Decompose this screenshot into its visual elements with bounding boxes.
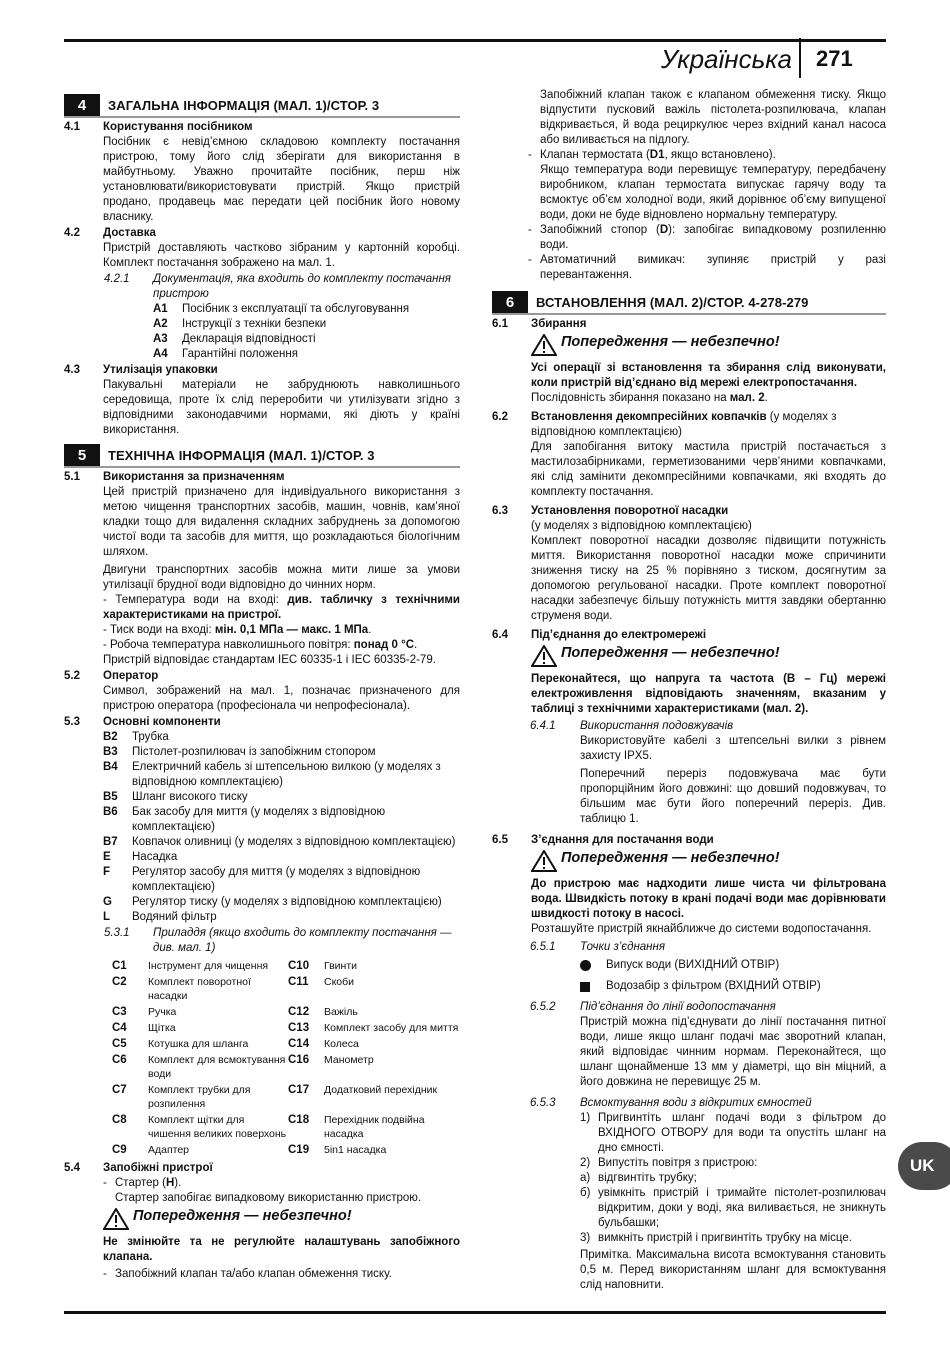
paragraph: Пакувальні матеріали не забруднюють навколишнього середовища, проте їх слід переробити чи утилізувати згідно з відповідними законодавчими нормами, які діють у країні використання.	[103, 379, 460, 436]
square-bullet-icon	[580, 982, 590, 992]
section-title: ТЕХНІЧНА ІНФОРМАЦІЯ (МАЛ. 1)/СТОР. 3	[108, 448, 375, 463]
paragraph: Комплект поворотної насадки дозволяє підвищити потужність миття. Використання поворотної насадки може спричинити зниження тиску на 25 % порівняно з тиском, досягнутим за допомогою регульованої насадки. Проте комплект поворотної насадки забезпечує більшу потужність миття завдяки обертанню струменя води.	[531, 535, 886, 622]
paragraph: Посібник є невід’ємною складовою комплекту постачання пристрою, тому його слід зберігати для використання в майбутньому. Уважно прочитайте посібник, перш ніж установлювати/використовувати пристрій. Якщо пристрій продано, продавець має передати цей посібник його новому власнику.	[103, 136, 460, 223]
component-item: B6 Бак засобу для миття (у моделях з відповідною комплектацією)	[103, 806, 386, 833]
component-item: B5 Шланг високого тиску	[103, 791, 248, 803]
warning-text: Переконайтеся, що напруга та частота (В – Гц) мережі електроживлення відповідають значенням, вказаним у таблиці з технічними характеристиками (мал. 2).	[531, 673, 886, 715]
header-rule	[64, 39, 886, 42]
paragraph: Символ, зображений на мал. 1, позначає призначеного для пристрою оператора (професіонала чи непрофесіонала).	[103, 685, 460, 712]
subsection-heading: 6.3 Установлення поворотної насадки	[492, 505, 729, 517]
subsubsection-heading: 6.5.1 Точки з’єднання	[530, 941, 665, 953]
subsection-heading: 4.1 Користування посібником	[64, 121, 253, 133]
list-item: - Автоматичний вимикач: зупиняє пристрій у разі перевантаження.	[528, 254, 886, 281]
circle-bullet-icon	[580, 960, 591, 971]
section-title: ВСТАНОВЛЕННЯ (МАЛ. 2)/СТОР. 4-278-279	[536, 295, 809, 310]
language-title: Українська	[660, 44, 792, 74]
paragraph: (у моделях з відповідною комплектацією)	[531, 520, 752, 532]
subsubsection-heading: 5.3.1 Приладдя (якщо входить до комплекту постачання — див. мал. 1)	[104, 927, 452, 954]
list-item: A2 Інструкції з техніки безпеки	[153, 318, 327, 330]
list-item: б) увімкніть пристрій і тримайте пістолет-розпилювач відкритим, доки у воді, яка виливається, не зникнуть бульбашки;	[580, 1187, 886, 1229]
paragraph: Розташуйте пристрій якнайближче до системи водопостачання.	[531, 923, 872, 935]
accessories-table: C1 Інструмент для чищення C10 Гвинти C2 Комплект поворотної насадки C11 Скоби C3 Ручка C12 Важіль C4 Щітка C13 Комплект засобу для миття C5 Котушка для шланга C14 Колеса C6 Комплект для всмоктування води C16 Манометр C7 Комплект трубки для розпилення C17 Додатковий перехідник C8 Комплект щітки для чишення великих поверхонь C18 Перехідник подвійна насадка C9 Адаптер C19 5in1 насадка	[112, 960, 459, 1156]
warning-icon	[531, 645, 561, 672]
subsection-heading: 6.4 Під’єднання до електромережі	[492, 629, 707, 641]
list-item: 3) вимкніть пристрій і пригвинтіть трубку на місце.	[580, 1232, 852, 1244]
paragraph: Цей пристрій призначено для індивідуального використання з метою чищення транспортних засобів, машин, човнів, кам’яної кладки тощо для видалення складних забруднень за допомогою чистої води та засобів для миття, що розкладаються біологічним шляхом.	[103, 486, 460, 558]
section-number: 6	[492, 291, 528, 313]
warning-block	[492, 850, 886, 877]
list-item: Випуск води (ВИХІДНИЙ ОТВІР)	[492, 958, 886, 973]
list-item: 2) Випустіть повітря з пристрою:	[580, 1157, 758, 1169]
subsection-heading: 4.3 Утилізація упаковки	[64, 364, 218, 376]
paragraph: - Тиск води на вході: мін. 0,1 МПа — макс. 1 МПа.	[103, 624, 372, 636]
paragraph: Для запобігання витоку мастила пристрій постачається з мастилозабірниками, герметизованими черв’яними ковпачками, які слід замінити декомпресійними ковпачками, які входять до комплекту постачання.	[531, 441, 886, 498]
paragraph: - Робоча температура навколишнього повітря: понад 0 °C.	[103, 639, 418, 651]
paragraph: Примітка. Максимальна висота всмоктування становить 0,5 м. Перед використанням шланг для всмоктування слід наповнити.	[580, 1249, 886, 1291]
subsection-heading: 6.2 Встановлення декомпресійних ковпачків (у моделях з відповідною комплектацією)	[492, 411, 837, 438]
warning-block	[64, 1208, 460, 1235]
warning-icon	[531, 334, 561, 361]
component-item: B7 Ковпачок оливниці (у моделях з відповідною комплектацією)	[103, 836, 456, 848]
section-5-heading	[64, 444, 460, 468]
component-item: E Насадка	[103, 851, 178, 863]
section-6-heading	[492, 291, 886, 315]
subsection-heading: 5.1 Використання за призначенням	[64, 471, 285, 483]
paragraph: Пристрій можна під’єднувати до лінії постачання питної води, лише якщо шланг подачі має зворотний клапан, який відповідає чинним нормам. Переконайтеся, що шланг щонайменше 13 мм у діаметрі, що він міцний, а його довжина не перевищує 25 м.	[580, 1016, 886, 1088]
header-separator	[799, 38, 801, 78]
warning-text: Усі операції зі встановлення та збирання слід виконувати, коли пристрій від’єднано від мережі електропостачання.	[531, 362, 886, 389]
paragraph: Стартер запобігає випадковому використанню пристрою.	[115, 1192, 422, 1204]
warning-block	[492, 645, 886, 672]
warning-block	[492, 334, 886, 361]
page-number: 271	[816, 46, 853, 71]
paragraph: Використовуйте кабелі з штепсельні вилки з рівнем захисту IPX5.	[580, 735, 886, 762]
subsection-heading: 5.2 Оператор	[64, 670, 159, 682]
section-number: 4	[64, 94, 100, 116]
warning-title: Попередження — небезпечно!	[133, 1208, 352, 1224]
footer-rule	[64, 1311, 886, 1314]
paragraph: Двигуни транспортних засобів можна мити лише за умови утилізації брудної води відповідно до чинних норм.	[103, 564, 460, 591]
warning-title: Попередження — небезпечно!	[561, 334, 780, 350]
language-tab: UK	[898, 1142, 950, 1190]
list-item: - Запобіжний клапан та/або клапан обмеження тиску.	[103, 1268, 392, 1280]
right-column	[492, 88, 886, 1293]
section-title: ЗАГАЛЬНА ІНФОРМАЦІЯ (МАЛ. 1)/СТОР. 3	[108, 98, 380, 113]
list-item: а) відгвинтіть трубку;	[580, 1172, 697, 1184]
component-item: B2 Трубка	[103, 731, 169, 743]
warning-text: До пристрою має надходити лише чиста чи фільтрована вода. Швидкість потоку в крані подачі води має дорівнювати швидкості потоку в насосі.	[531, 878, 886, 920]
subsection-heading: 5.4 Запобіжні пристрої	[64, 1162, 213, 1174]
left-column	[64, 88, 460, 1282]
paragraph: Якщо температура води перевищує температуру, передбачену виробником, клапан термостата випускає гарячу воду та всмоктує об’єм холодної води, який дорівнює об’єму випущеної води, доки не буде відновлено нормальну температуру.	[540, 164, 886, 221]
component-item: B3 Пістолет-розпилювач із запобіжним стопором	[103, 746, 376, 758]
component-item: B4 Електричний кабель зі штепсельною вилкою (у моделях з відповідною комплектацією)	[103, 761, 441, 788]
section-4-heading	[64, 94, 460, 118]
list-item: A4 Гарантійні положення	[153, 348, 298, 360]
subsection-heading: 6.5 З’єднання для постачання води	[492, 834, 714, 846]
warning-title: Попередження — небезпечно!	[561, 850, 780, 866]
component-item: L Водяний фільтр	[103, 911, 217, 923]
paragraph: Пристрій відповідає стандартам IEC 60335-1 і IEC 60335-2-79.	[103, 654, 436, 666]
subsection-heading: 5.3 Основні компоненти	[64, 716, 221, 728]
paragraph: Поперечний переріз подовжувача має бути пропорційним його довжині: що довший подовжувач, то більшим має бути його поперечний переріз. Див. таблицю 1.	[580, 768, 886, 825]
subsection-heading: 6.1 Збирання	[492, 318, 587, 330]
component-item: G Регулятор тиску (у моделях з відповідною комплектацією)	[103, 896, 442, 908]
warning-text: Не змінюйте та не регулюйте налаштувань запобіжного клапана.	[103, 1236, 460, 1263]
list-item: - Клапан термостата (D1, якщо встановлено).	[528, 149, 776, 161]
paragraph: Пристрій доставляють частково зібраним у картонній коробці. Комплект постачання зображено на мал. 1.	[103, 242, 460, 269]
subsubsection-heading: 4.2.1 Документація, яка входить до комплекту постачання пристрою	[104, 273, 451, 300]
subsection-heading: 4.2 Доставка	[64, 227, 156, 239]
paragraph: Запобіжний клапан також є клапаном обмеження тиску. Якщо відпустити пусковий важіль пістолета-розпилювача, клапан відкривається, й вода рециркулює через вхідний канал насоса або виливається на підлогу.	[540, 89, 886, 146]
paragraph: - Температура води на вході: див. табличку з технічними характеристиками на пристрої.	[103, 594, 461, 621]
subsubsection-heading: 6.5.2 Під’єднання до лінії водопостачання	[530, 1001, 776, 1013]
list-item: A1 Посібник з експлуатації та обслуговування	[153, 303, 410, 315]
component-item: F Регулятор засобу для миття (у моделях з відповідною комплектацією)	[103, 866, 421, 893]
warning-title: Попередження — небезпечно!	[561, 645, 780, 661]
paragraph: Послідовність збирання показано на мал. 2.	[531, 392, 768, 404]
list-item: A3 Декларація відповідності	[153, 333, 316, 345]
list-item: 1) Пригвинтіть шланг подачі води з фільтром до ВХІДНОГО ОТВОРУ для води та опустіть шланг на дно ємності.	[580, 1112, 886, 1154]
subsubsection-heading: 6.5.3 Всмоктування води з відкритих ємностей	[530, 1097, 812, 1109]
list-item: Водозабір з фільтром (ВХІДНИЙ ОТВІР)	[492, 979, 886, 994]
subsubsection-heading: 6.4.1 Використання подовжувачів	[530, 720, 734, 732]
warning-icon	[531, 850, 561, 877]
section-number: 5	[64, 444, 100, 466]
list-item: - Запобіжний стопор (D): запобігає випадковому розпиленню води.	[528, 224, 886, 251]
list-item: - Стартер (H).	[103, 1177, 182, 1189]
warning-icon	[103, 1208, 133, 1235]
